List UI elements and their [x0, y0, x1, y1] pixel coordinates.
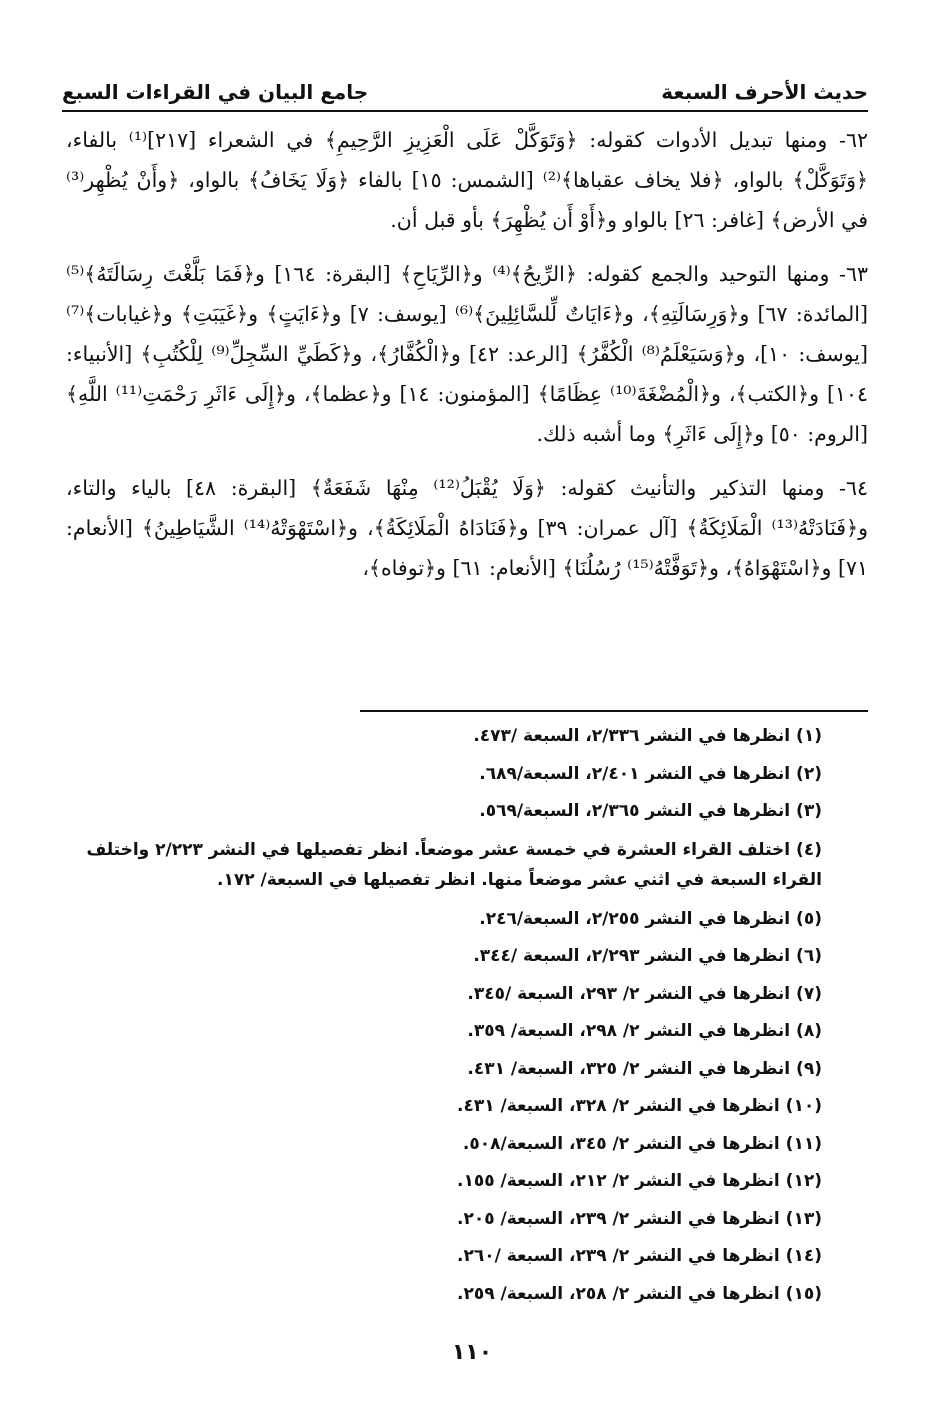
footnote-10: (١٠) انظرها في النشر ٢/ ٣٢٨، السبعة/ ٤٣١. — [456, 1096, 822, 1116]
footnote-divider — [360, 710, 868, 712]
footnote-8: (٨) انظرها في النشر ٢/ ٢٩٨، السبعة/ ٣٥٩. — [467, 1021, 822, 1041]
footnote-7: (٧) انظرها في النشر ٢/ ٢٩٣، السبعة /٣٤٥. — [467, 983, 822, 1004]
paragraph-62: ٦٢- ومنها تبديل الأدوات كقوله: ﴿وَتَوَكَّلْ عَلَى الْعَزِيزِ الرَّحِيمِ﴾ في الشعراء [٢١٧]⁽¹⁾ بالفاء، ﴿وَتَوَكَّلْ﴾ بالواو، ﴿فلا يخاف عقباها﴾⁽²⁾ [الشمس: ١٥] بالفاء ﴿وَلَا يَخَافُ﴾ بالواو، ﴿وأَنْ يُظْهِر⁽³⁾ في الأرض﴾ [غافر: ٢٦] بالواو و﴿أَوْ أَن يُظْهِرَ﴾ بأو قبل أن. — [66, 128, 869, 232]
page-number: ١١٠ — [451, 1340, 493, 1365]
footnote-12: (١٢) انظرها في النشر ٢/ ٢١٢، السبعة/ ١٥٥. — [456, 1171, 822, 1191]
header-divider — [62, 110, 868, 112]
footnote-3: (٣) انظرها في النشر ٢/٣٦٥، السبعة/٥٦٩. — [479, 801, 822, 821]
footnotes — [70, 718, 822, 1313]
header-right-title: حديث الأحرف السبعة — [661, 80, 868, 104]
paragraph-63: ٦٣- ومنها التوحيد والجمع كقوله: ﴿الرِّيحُ﴾⁽⁴⁾ و﴿الرِّيَاحِ﴾ [البقرة: ١٦٤] و﴿فَمَا بَلَّغْتَ رِسَالَتَهُ﴾⁽⁵⁾ [المائدة: ٦٧] و﴿وَرِسَالَتِهِ﴾، و﴿ءَايَاتٌ لِّلسَّائِلِينَ﴾⁽⁶⁾ [يوسف: ٧] و﴿ءَايَتٍ﴾ و﴿غَيَبَتِ﴾ و﴿غيابات﴾⁽⁷⁾ [يوسف: ١٠]، و﴿وَسَيَعْلَمُ⁽⁸⁾ الْكُفَّرُ﴾ [الرعد: ٤٢] و﴿الْكُفَّارُ﴾، و﴿كَطَيِّ السِّجِلِّ⁽⁹⁾ لِلْكُتُبِ﴾ [الأنبياء: ١٠٤] و﴿الكتب﴾، و﴿الْمُضْغَةَ⁽¹⁰⁾ عِظَامًا﴾ [المؤمنون: ١٤] و﴿عظما﴾، و﴿إِلَى ءَاثَرِ رَحْمَتِ⁽¹¹⁾ اللَّهِ﴾ [الروم: ٥٠] و﴿إِلَى ءَاثَرِ﴾ وما أشبه ذلك. — [66, 262, 868, 446]
footnote-13: (١٣) انظرها في النشر ٢/ ٢٣٩، السبعة/ ٢٠٥. — [456, 1208, 822, 1229]
footnote-9: (٩) انظرها في النشر ٢/ ٣٢٥، السبعة/ ٤٣١. — [467, 1058, 822, 1079]
footnote-14: (١٤) انظرها في النشر ٢/ ٢٣٩، السبعة /٢٦٠. — [456, 1246, 822, 1266]
running-header — [62, 70, 868, 104]
main-text — [66, 120, 868, 602]
header-left-title: جامع البيان في القراءات السبع — [62, 80, 369, 104]
paragraph-64: ٦٤- ومنها التذكير والتأنيث كقوله: ﴿وَلَا يُقْبَلُ⁽¹²⁾ مِنْهَا شَفَعَةٌ﴾ [البقرة: ٤٨] بالياء والتاء، و﴿فَنَادَتْهُ⁽¹³⁾ الْمَلَائِكَةُ﴾ [آل عمران: ٣٩] و﴿فَنَادَاهُ الْمَلَائِكَةُ﴾، و﴿اسْتَهْوَتْهُ⁽¹⁴⁾ الشَّيَاطِينُ﴾ [الأنعام: ٧١] و﴿اسْتَهْوَاهُ﴾، و﴿تَوَفَّتْهُ⁽¹⁵⁾ رُسُلُنَا﴾ [الأنعام: ٦١] و﴿توفاه﴾، — [66, 476, 868, 580]
footnote-4: (٤) اختلف القراء العشرة في خمسة عشر موضعاً. انظر تفصيلها في النشر ٢/٢٢٣ واختلف القراء السبعة في اثني عشر موضعاً منها. انظر تفصيلها في السبعة/ ١٧٢. — [86, 839, 822, 890]
footnote-11: (١١) انظرها في النشر ٢/ ٣٤٥، السبعة/٥٠٨. — [462, 1133, 822, 1154]
footnote-2: (٢) انظرها في النشر ٢/٤٠١، السبعة/٦٨٩. — [479, 763, 822, 784]
footnote-1: (١) انظرها في النشر ٢/٣٣٦، السبعة /٤٧٣. — [473, 726, 822, 746]
footnote-6: (٦) انظرها في النشر ٢/٢٩٣، السبعة /٣٤٤. — [473, 946, 822, 966]
footnote-15: (١٥) انظرها في النشر ٢/ ٢٥٨، السبعة/ ٢٥٩. — [456, 1283, 822, 1304]
footnote-5: (٥) انظرها في النشر ٢/٢٥٥، السبعة/٢٤٦. — [479, 908, 822, 929]
